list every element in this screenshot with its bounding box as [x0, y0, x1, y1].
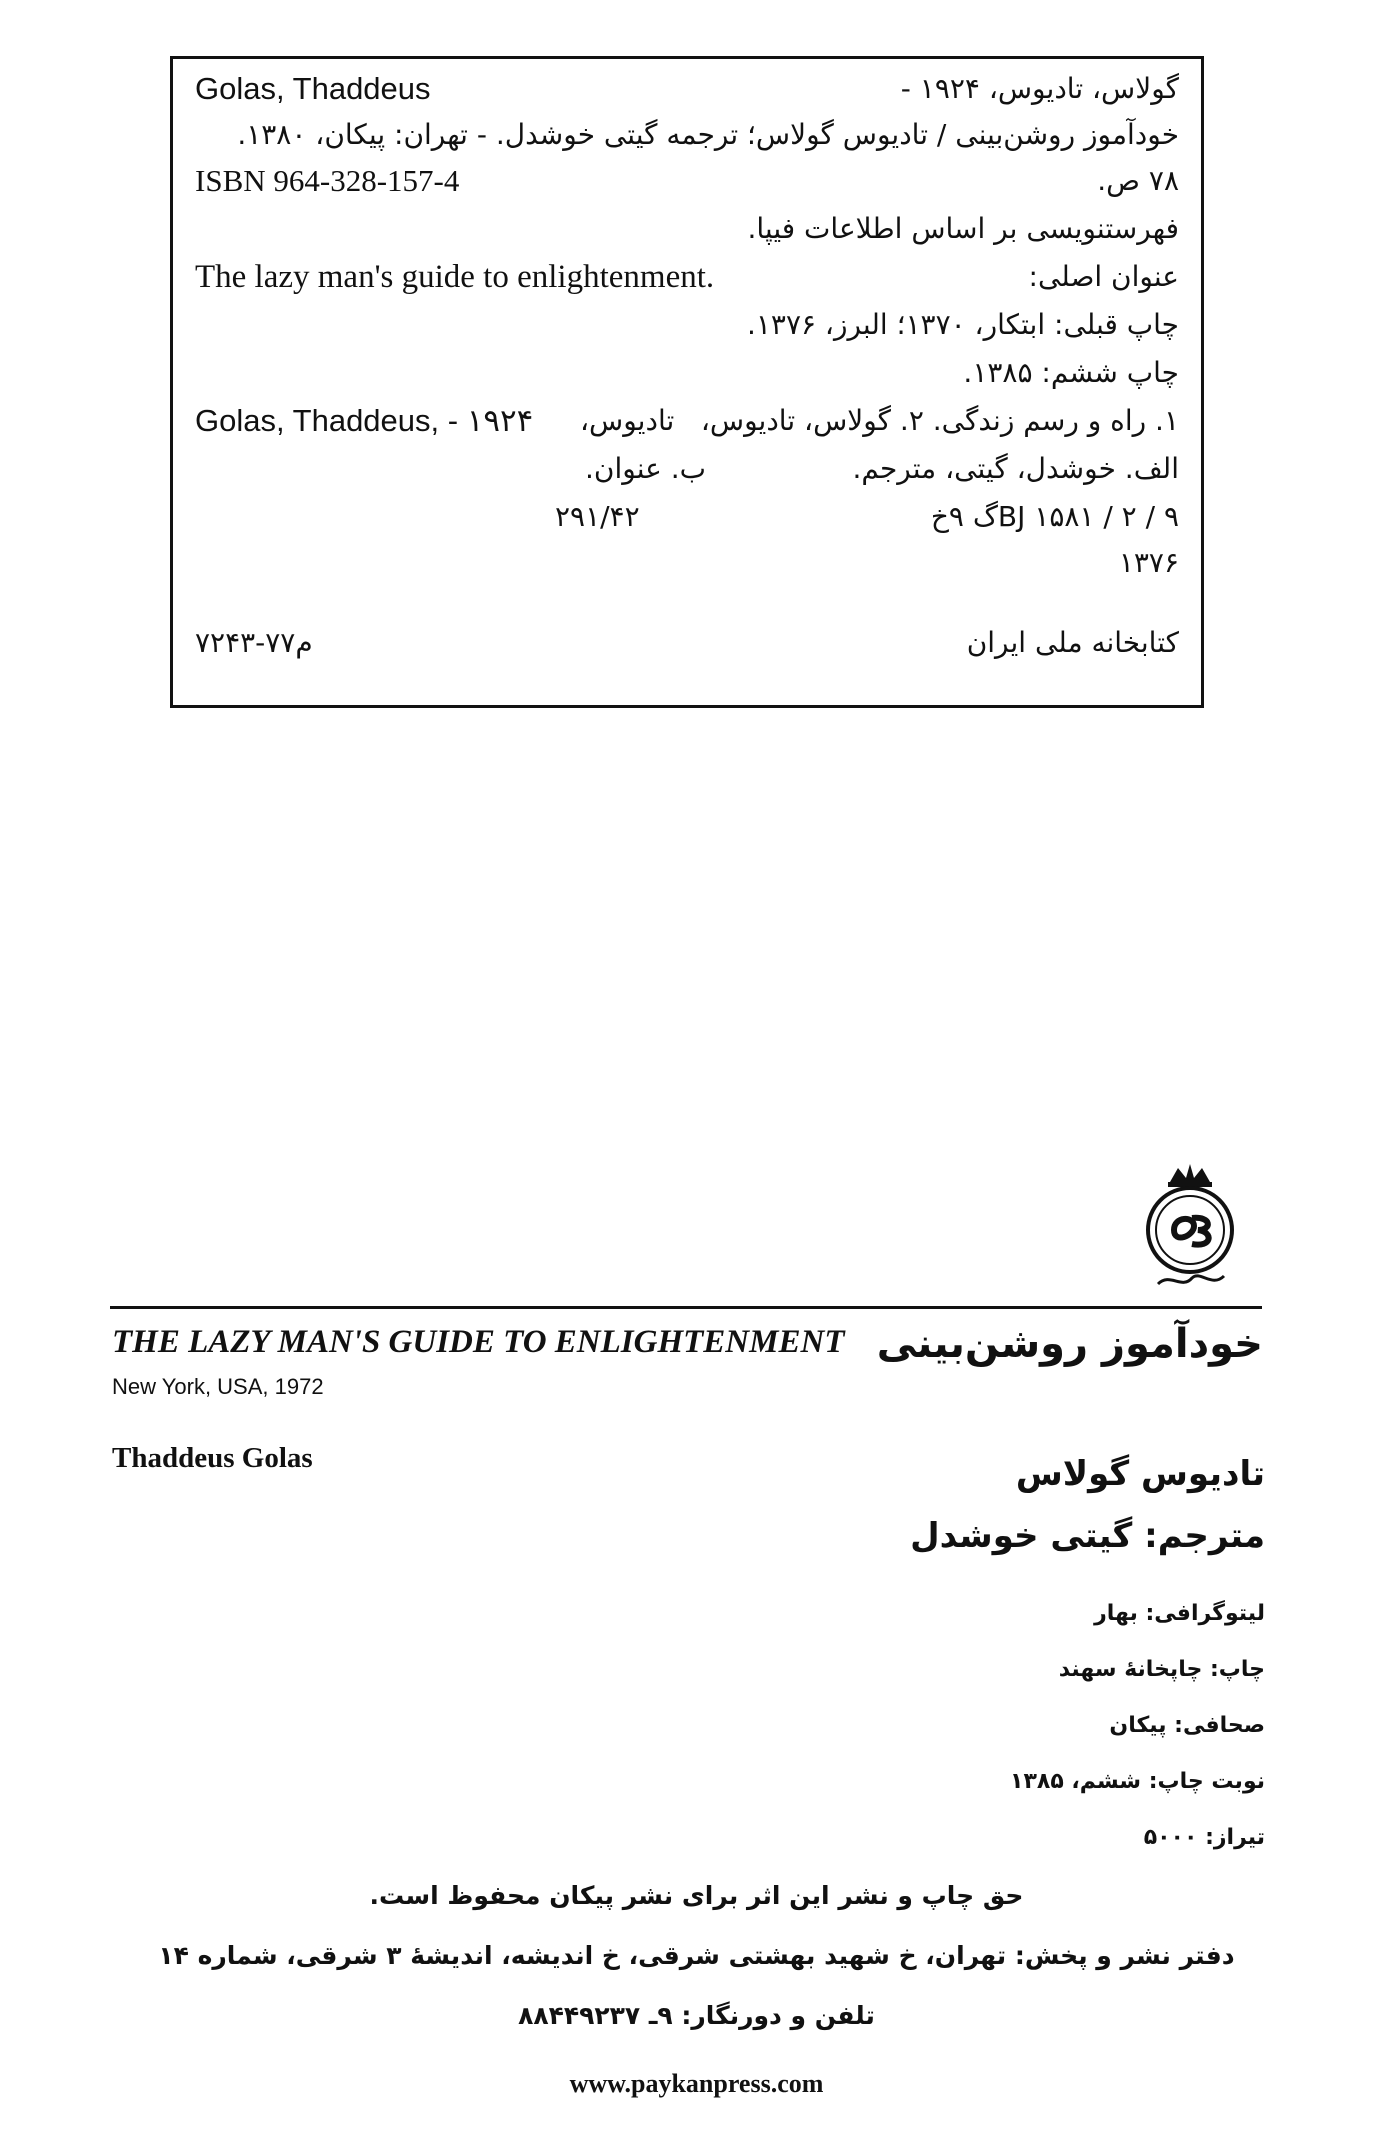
- section-divider: [110, 1306, 1262, 1309]
- cip-original-title-row: [195, 255, 1179, 299]
- credit-circulation: تیراز: ۵۰۰۰: [1143, 1825, 1265, 1850]
- cip-national-library-fa: کتابخانه ملی ایران: [966, 626, 1179, 659]
- cip-subject-fa: ۱. راه و رسم زندگی. ۲. گولاس، تادیوس،: [700, 404, 1179, 437]
- cip-cataloging-row: [195, 207, 1179, 251]
- publisher-phone: تلفن و دورنگار: ۹ـ ۸۸۴۴۹۲۳۷: [518, 2001, 875, 2030]
- cataloging-in-publication-box: [170, 56, 1204, 708]
- cip-subject-row: [195, 399, 1179, 443]
- cip-isbn-row: [195, 159, 1179, 203]
- cip-author-en: Golas, Thaddeus: [195, 71, 431, 106]
- credit-printing: چاپ: چاپخانهٔ سهند: [1058, 1657, 1265, 1682]
- cip-sixth-edition-row: [195, 351, 1179, 395]
- cip-subject-en: Golas, Thaddeus, - ۱۹۲۴: [195, 403, 534, 438]
- cip-lcc-year-row: [195, 541, 1179, 585]
- publisher-address: دفتر نشر و پخش: تهران، خ شهید بهشتی شرقی، خ اندیشه، اندیشهٔ ۳ شرقی، شماره ۱۴: [158, 1941, 1235, 1970]
- book-publication-en: New York, USA, 1972: [112, 1374, 324, 1399]
- cip-author-row: [195, 67, 1179, 111]
- copyright-notice: حق چاپ و نشر این اثر برای نشر پیکان محفوظ است.: [369, 1881, 1024, 1910]
- credit-lithography: لیتوگرافی: بهار: [1094, 1601, 1265, 1626]
- cip-previous-editions-fa: چاپ قبلی: ابتکار، ۱۳۷۰؛ البرز، ۱۳۷۶.: [746, 308, 1179, 341]
- book-title-fa: خودآموز روشن‌بینی: [876, 1321, 1263, 1367]
- publisher-crown-logo-icon: [1130, 1160, 1250, 1300]
- cip-title-line-fa: خودآموز روشن‌بینی / تادیوس گولاس؛ ترجمه گیتی خوشدل. - تهران: پیکان، ۱۳۸۰.: [237, 118, 1179, 151]
- cip-translator-entry-fa: الف. خوشدل، گیتی، مترجم.: [852, 452, 1179, 485]
- cip-pages-fa: ۷۸ ص.: [1097, 164, 1179, 197]
- book-author-fa: تادیوس گولاس: [1015, 1454, 1265, 1494]
- cip-classification-row: [195, 495, 1179, 539]
- credit-binding: صحافی: پیکان: [1109, 1713, 1265, 1738]
- book-title-en: THE LAZY MAN'S GUIDE TO ENLIGHTENMENT: [112, 1324, 845, 1360]
- cip-subject-mid-fa: تادیوس،: [580, 404, 675, 437]
- book-author-en: Thaddeus Golas: [112, 1442, 313, 1474]
- cip-library-row: [195, 621, 1179, 665]
- cip-cataloging-fa: فهرستنویسی بر اساس اطلاعات فیپا.: [747, 212, 1179, 245]
- cip-original-title-label-fa: عنوان اصلی:: [1028, 260, 1179, 293]
- cip-sixth-edition-fa: چاپ ششم: ۱۳۸۵.: [963, 356, 1179, 389]
- cip-original-title-en: The lazy man's guide to enlightenment.: [195, 259, 715, 295]
- cip-isbn: ISBN 964-328-157-4: [195, 163, 460, 198]
- cip-author-fa: گولاس، تادیوس، ۱۹۲۴ -: [900, 72, 1179, 105]
- cip-lcc: BJ ۱۵۸۱ / ۲ / ۹گ ۹خ: [930, 500, 1179, 533]
- cip-previous-editions-row: [195, 303, 1179, 347]
- cip-library-number: م۷۷-۷۲۴۳: [195, 626, 313, 659]
- cip-added-entries-row: [195, 447, 1179, 491]
- publisher-website-link[interactable]: www.paykanpress.com: [569, 2069, 824, 2098]
- cip-title-entry-fa: ب. عنوان.: [585, 452, 707, 485]
- cip-title-row: [195, 113, 1179, 157]
- cip-lcc-year: ۱۳۷۶: [1118, 546, 1179, 579]
- credit-edition: نوبت چاپ: ششم، ۱۳۸۵: [1010, 1769, 1265, 1794]
- book-translator-fa: مترجم: گیتی خوشدل: [910, 1516, 1265, 1556]
- cip-ddc: ۲۹۱/۴۲: [555, 500, 640, 533]
